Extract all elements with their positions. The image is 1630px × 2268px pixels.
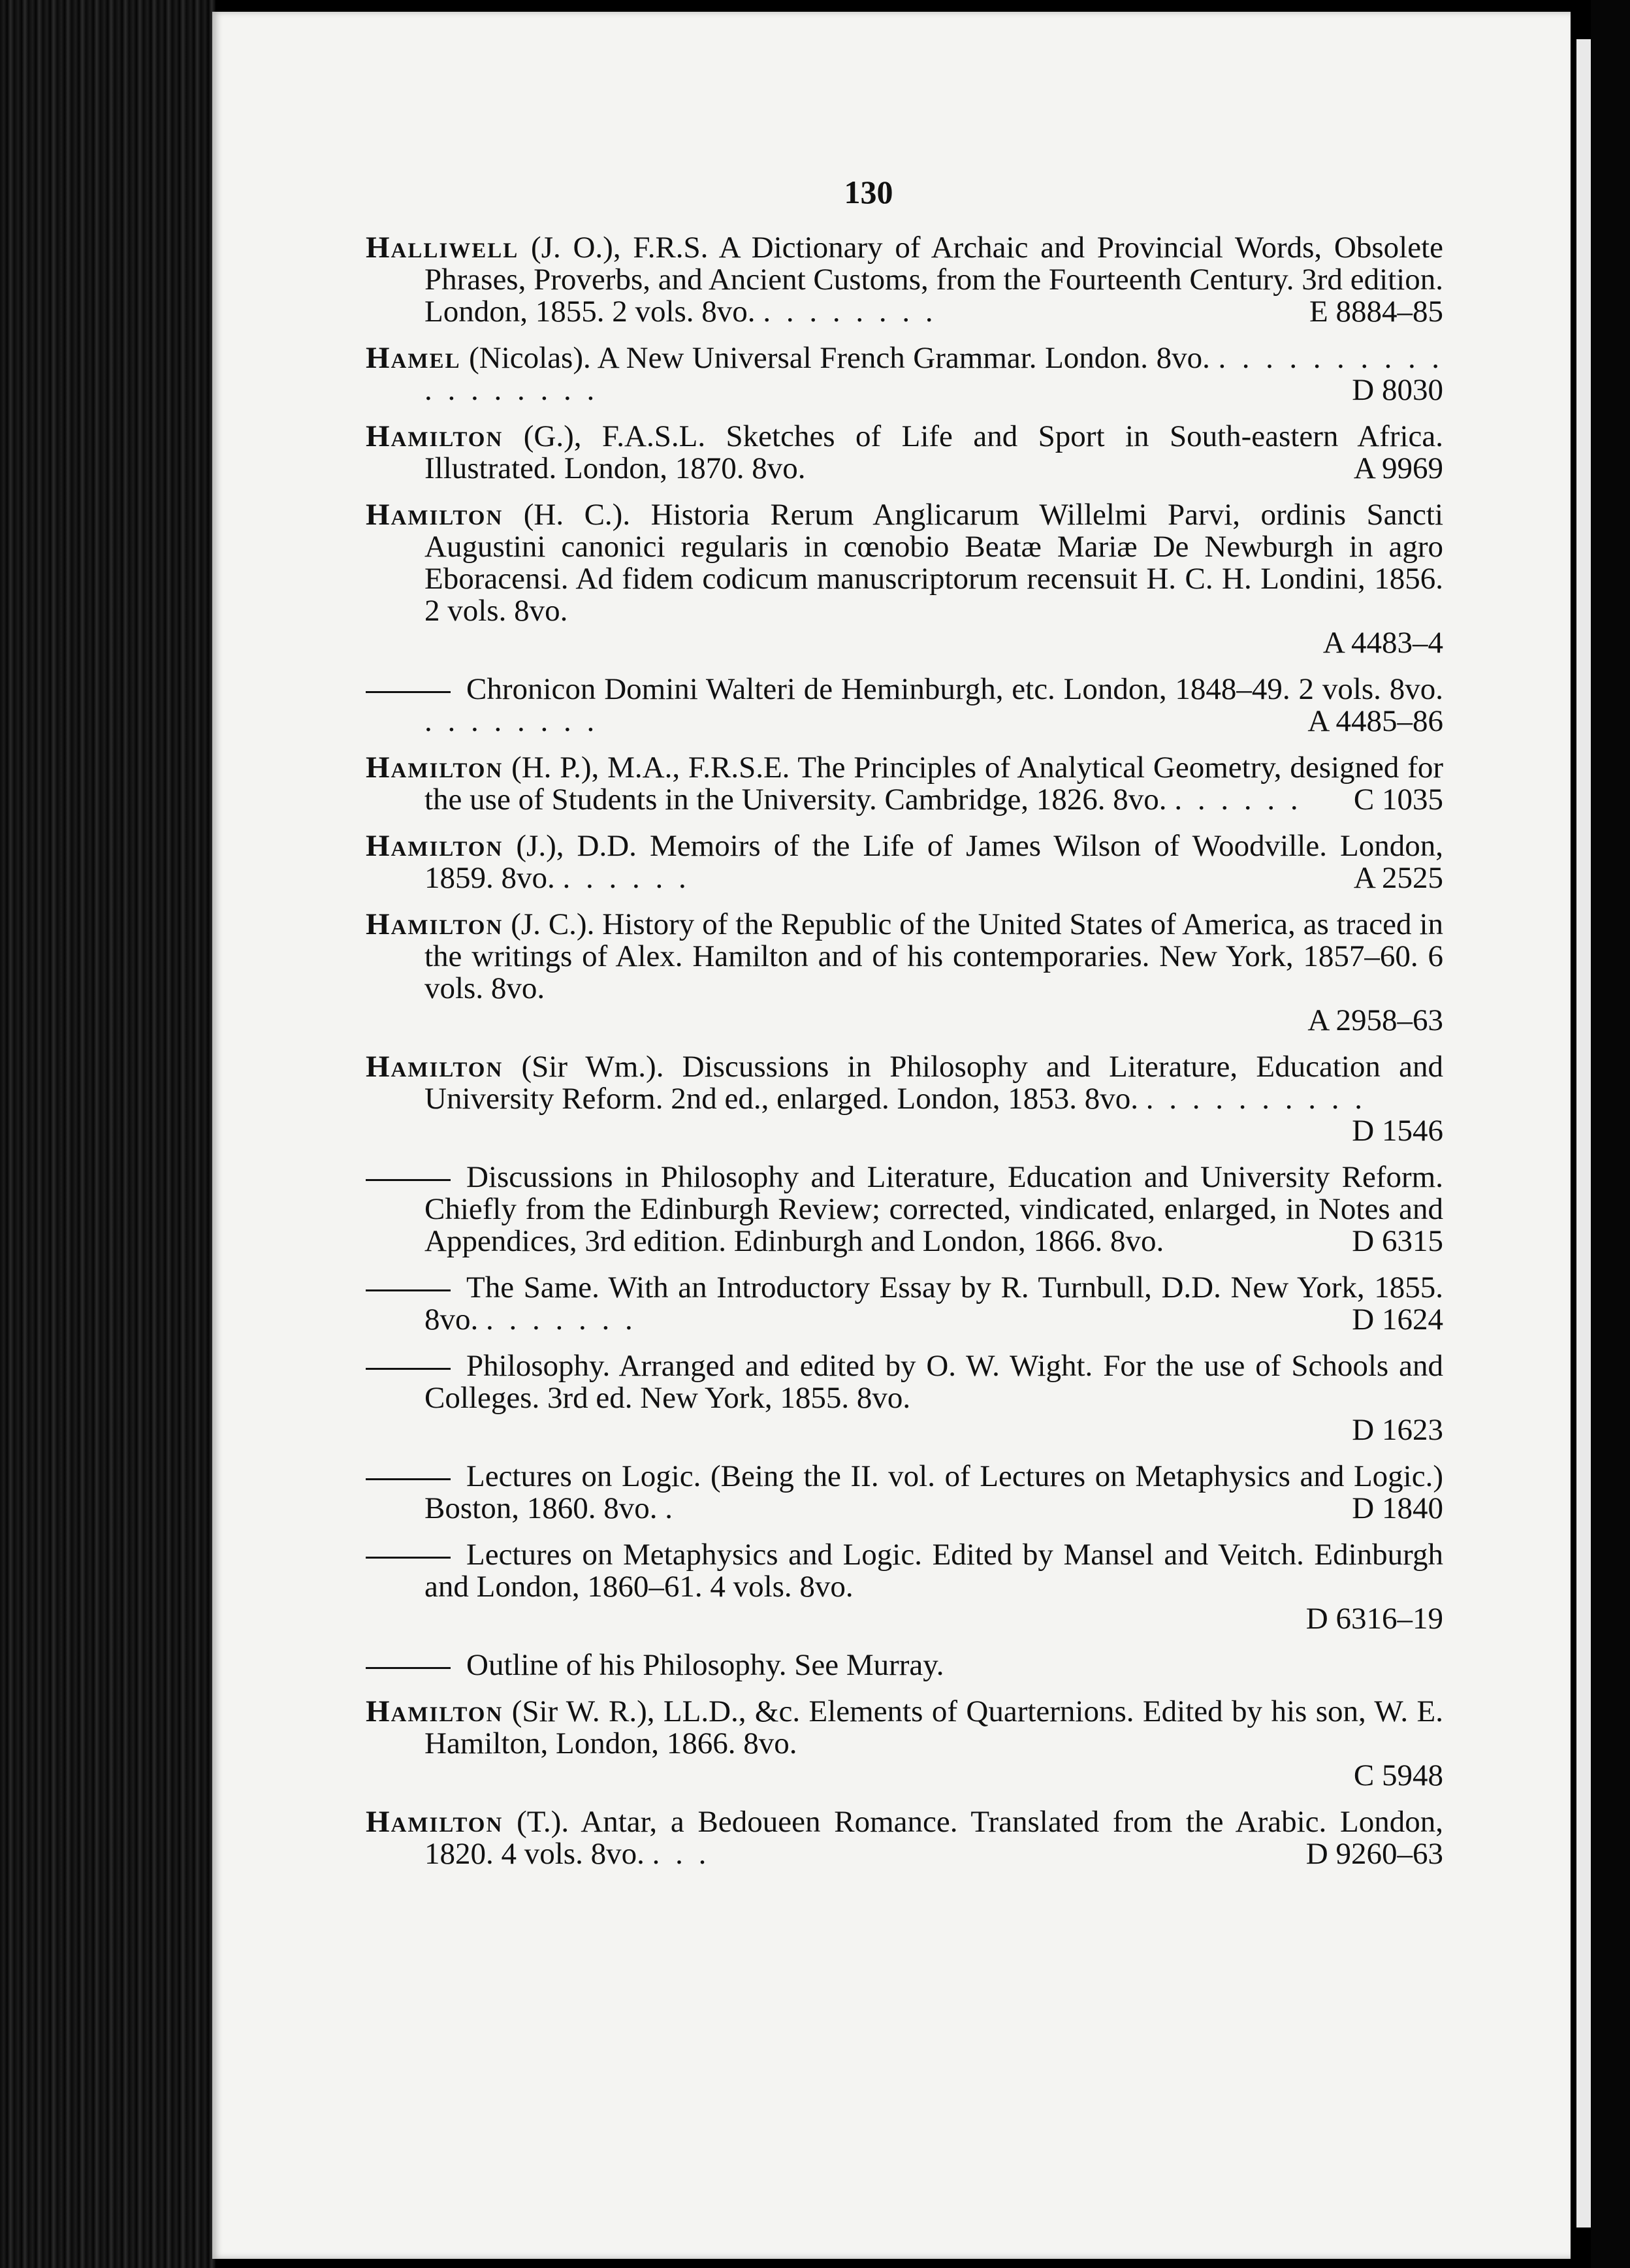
entry-text: Chronicon Domini Walteri de Heminburgh, etc. London, 1848–49. 2 vols. 8vo. bbox=[466, 672, 1443, 706]
catalogue-entry bbox=[366, 1051, 1443, 1147]
leader-dots: . . . . . . . . . . . . . . . . . . bbox=[424, 341, 1443, 407]
entry-text: Outline of his Philosophy. See Murray. bbox=[466, 1648, 944, 1682]
entry-text: (H. C.). Historia Rerum Anglicarum Willelmi Parvi, ordinis Sancti Augustini canonici regularis in cœnobio Beatæ Mariæ De Newburgh in agro Eboracensi. Ad fidem codicum manuscriptorum recensuit H. C. H. Londini, 1856. 2 vols. 8vo. bbox=[424, 498, 1443, 628]
shelf-mark: A 2525 bbox=[1353, 861, 1443, 895]
entry-text: (Sir W. R.), LL.D., &c. Elements of Quarternions. Edited by his son, W. E. Hamilton, London, 1866. 8vo. bbox=[424, 1694, 1443, 1760]
entry-text: Discussions in Philosophy and Literature, Education and University Reform. Chiefly from the Edinburgh Review; corrected, vindicated, enlarged, in Notes and Appendices, 3rd edition. Edinburgh and London, 1866. 8vo. bbox=[424, 1160, 1443, 1258]
ditto-dash bbox=[366, 1478, 451, 1480]
entry-text: Lectures on Metaphysics and Logic. Edited by Mansel and Veitch. Edinburgh and London, 1860–61. 4 vols. 8vo. bbox=[424, 1538, 1443, 1604]
leader-dots: . . . . . . bbox=[1174, 783, 1302, 817]
shelf-mark: C 5948 bbox=[1353, 1758, 1443, 1792]
page-number: 130 bbox=[844, 174, 893, 210]
entry-text: Lectures on Logic. (Being the II. vol. of Lectures on Metaphysics and Logic.) Boston, 1860. 8vo. bbox=[424, 1459, 1443, 1525]
shelf-mark: A 4483–4 bbox=[1322, 626, 1443, 660]
shelf-mark: D 1546 bbox=[1352, 1114, 1443, 1148]
shelf-mark: A 2958–63 bbox=[1307, 1003, 1443, 1037]
leader-dots: . . . . . . . bbox=[486, 1303, 637, 1336]
entry-author: Hamel bbox=[366, 341, 461, 375]
shelf-mark: D 1624 bbox=[1352, 1303, 1443, 1336]
shelf-mark: C 1035 bbox=[1353, 783, 1443, 817]
entry-text: (Sir Wm.). Discussions in Philosophy and Literature, Education and University Reform. 2nd ed., enlarged. London, 1853. 8vo. bbox=[424, 1050, 1444, 1116]
leader-dots: . . . . . . . . bbox=[763, 295, 937, 329]
entry-text: The Same. With an Introductory Essay by R. Turnbull, D.D. New York, 1855. 8vo. bbox=[424, 1271, 1443, 1336]
catalogue-entry bbox=[366, 499, 1443, 659]
entry-author: Hamilton bbox=[366, 419, 503, 453]
shelf-mark: E 8884–85 bbox=[1309, 295, 1443, 329]
entry-author: Hamilton bbox=[366, 1694, 503, 1728]
ditto-dash bbox=[366, 1667, 451, 1669]
catalogue-entry bbox=[366, 752, 1443, 816]
ditto-dash bbox=[366, 1289, 451, 1291]
entry-author: Hamilton bbox=[366, 907, 503, 941]
shelf-mark: A 4485–86 bbox=[1307, 704, 1443, 738]
entry-text: (J. C.). History of the Republic of the United States of America, as traced in the writings of Alex. Hamilton and of his contemporaries. New York, 1857–60. 6 vols. 8vo. bbox=[424, 907, 1444, 1005]
entry-author: Hamilton bbox=[366, 1805, 503, 1839]
shelf-mark: D 1840 bbox=[1352, 1491, 1443, 1525]
shelf-mark: D 6315 bbox=[1352, 1224, 1443, 1258]
catalogue-entry bbox=[366, 673, 1443, 737]
leader-dots: . bbox=[665, 1491, 677, 1525]
catalogue-entry bbox=[366, 421, 1443, 485]
leader-dots: . . . . . . . . bbox=[424, 704, 599, 738]
catalogue-entry bbox=[366, 1649, 1443, 1681]
leader-dots: . . . . . . . . . . bbox=[1145, 1082, 1367, 1116]
shelf-mark: D 6316–19 bbox=[1305, 1602, 1443, 1636]
ditto-dash bbox=[366, 1368, 451, 1370]
entry-text: (G.), F.A.S.L. Sketches of Life and Sport in South-eastern Africa. Illustrated. London, 1870. 8vo. bbox=[424, 419, 1444, 485]
entry-author: Hamilton bbox=[366, 1050, 503, 1084]
facing-page-edge bbox=[1576, 39, 1591, 2228]
catalogue-entry bbox=[366, 1696, 1443, 1792]
catalogue-entry bbox=[366, 1461, 1443, 1525]
entry-author: Hamilton bbox=[366, 498, 503, 532]
ditto-dash bbox=[366, 1557, 451, 1559]
entry-text: Philosophy. Arranged and edited by O. W. Wight. For the use of Schools and Colleges. 3rd ed. New York, 1855. 8vo. bbox=[424, 1349, 1443, 1415]
entry-text: (J.), D.D. Memoirs of the Life of James Wilson of Woodville. London, 1859. 8vo. bbox=[424, 829, 1444, 895]
shelf-mark: D 1623 bbox=[1352, 1413, 1443, 1447]
catalogue-entry bbox=[366, 830, 1443, 894]
book-spine-edge bbox=[0, 0, 216, 2268]
catalogue-entry bbox=[366, 1272, 1443, 1336]
leader-dots: . . . . . . bbox=[562, 861, 690, 895]
shelf-mark: D 8030 bbox=[1352, 373, 1443, 407]
entry-author: Hamilton bbox=[366, 751, 503, 785]
catalogue-entry bbox=[366, 1539, 1443, 1635]
catalogue-entry bbox=[366, 1806, 1443, 1870]
entry-text: (Nicolas). A New Universal French Grammar. London. 8vo. bbox=[469, 341, 1210, 375]
catalogue-entry bbox=[366, 232, 1443, 328]
shelf-mark: D 9260–63 bbox=[1305, 1837, 1443, 1871]
entry-text: (H. P.), M.A., F.R.S.E. The Principles of Analytical Geometry, designed for the use of Students in the University. Cambridge, 1826. 8vo. bbox=[424, 751, 1443, 817]
catalogue-entry bbox=[366, 342, 1443, 406]
scan-border-right bbox=[1591, 0, 1630, 2268]
page-content bbox=[366, 176, 1443, 1885]
entry-text: (T.). Antar, a Bedoueen Romance. Translated from the Arabic. London, 1820. 4 vols. 8vo. bbox=[424, 1805, 1443, 1871]
ditto-dash bbox=[366, 1179, 451, 1181]
catalogue-entry bbox=[366, 909, 1443, 1037]
catalogue-entry bbox=[366, 1161, 1443, 1257]
ditto-dash bbox=[366, 691, 451, 693]
leader-dots: . . . bbox=[652, 1837, 711, 1871]
entry-author: Hamilton bbox=[366, 829, 503, 863]
catalogue-entry bbox=[366, 1350, 1443, 1446]
entry-author: Halliwell bbox=[366, 231, 519, 265]
entry-text: (J. O.), F.R.S. A Dictionary of Archaic and Provincial Words, Obsolete Phrases, Proverbs, and Ancient Customs, from the Fourteenth Century. 3rd edition. London, 1855. 2 vols. 8vo. bbox=[424, 231, 1443, 329]
shelf-mark: A 9969 bbox=[1353, 451, 1443, 485]
